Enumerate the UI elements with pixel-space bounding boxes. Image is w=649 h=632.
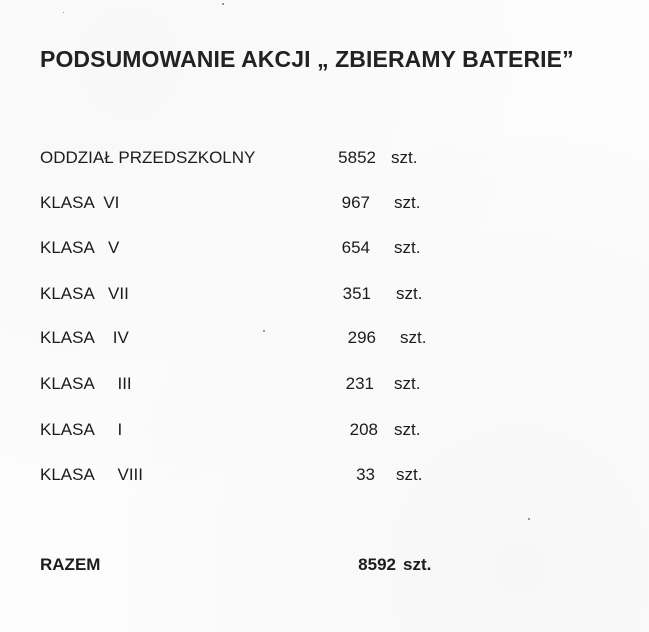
scan-speck — [63, 12, 64, 13]
row-count: 5852 — [338, 148, 376, 167]
table-row — [0, 326, 649, 350]
document-title: PODSUMOWANIE AKCJI „ ZBIERAMY BATERIE” — [40, 46, 574, 72]
table-row — [0, 418, 649, 442]
row-unit: szt. — [396, 284, 423, 303]
row-label: KLASA VI — [40, 193, 120, 212]
row-count: 654 — [341, 238, 370, 257]
scan-speck — [528, 518, 530, 520]
total-count: 8592 — [358, 555, 396, 574]
row-label: KLASA VII — [40, 284, 129, 303]
table-row — [0, 236, 649, 260]
total-label: RAZEM — [40, 555, 101, 574]
row-count: 231 — [345, 374, 374, 393]
scan-speck — [263, 330, 265, 332]
scan-speck — [222, 3, 224, 5]
row-label: KLASA VIII — [40, 465, 143, 484]
row-label: KLASA IV — [40, 328, 129, 347]
table-row — [0, 372, 649, 396]
row-unit: szt. — [400, 328, 427, 347]
row-label: ODDZIAŁ PRZEDSZKOLNY — [40, 148, 256, 167]
row-unit: szt. — [394, 374, 421, 393]
total-row — [0, 553, 649, 577]
row-count: 33 — [356, 465, 375, 484]
row-unit: szt. — [396, 465, 423, 484]
total-unit: szt. — [403, 555, 432, 574]
row-count: 967 — [341, 193, 370, 212]
table-row — [0, 282, 649, 306]
row-label: KLASA V — [40, 238, 120, 257]
table-row — [0, 191, 649, 215]
row-unit: szt. — [394, 420, 421, 439]
row-label: KLASA I — [40, 420, 123, 439]
row-unit: szt. — [391, 148, 418, 167]
table-row — [0, 463, 649, 487]
row-count: 296 — [347, 328, 376, 347]
row-unit: szt. — [394, 238, 421, 257]
row-unit: szt. — [394, 193, 421, 212]
row-label: KLASA III — [40, 374, 132, 393]
row-count: 208 — [349, 420, 378, 439]
row-count: 351 — [342, 284, 371, 303]
table-row — [0, 146, 649, 170]
